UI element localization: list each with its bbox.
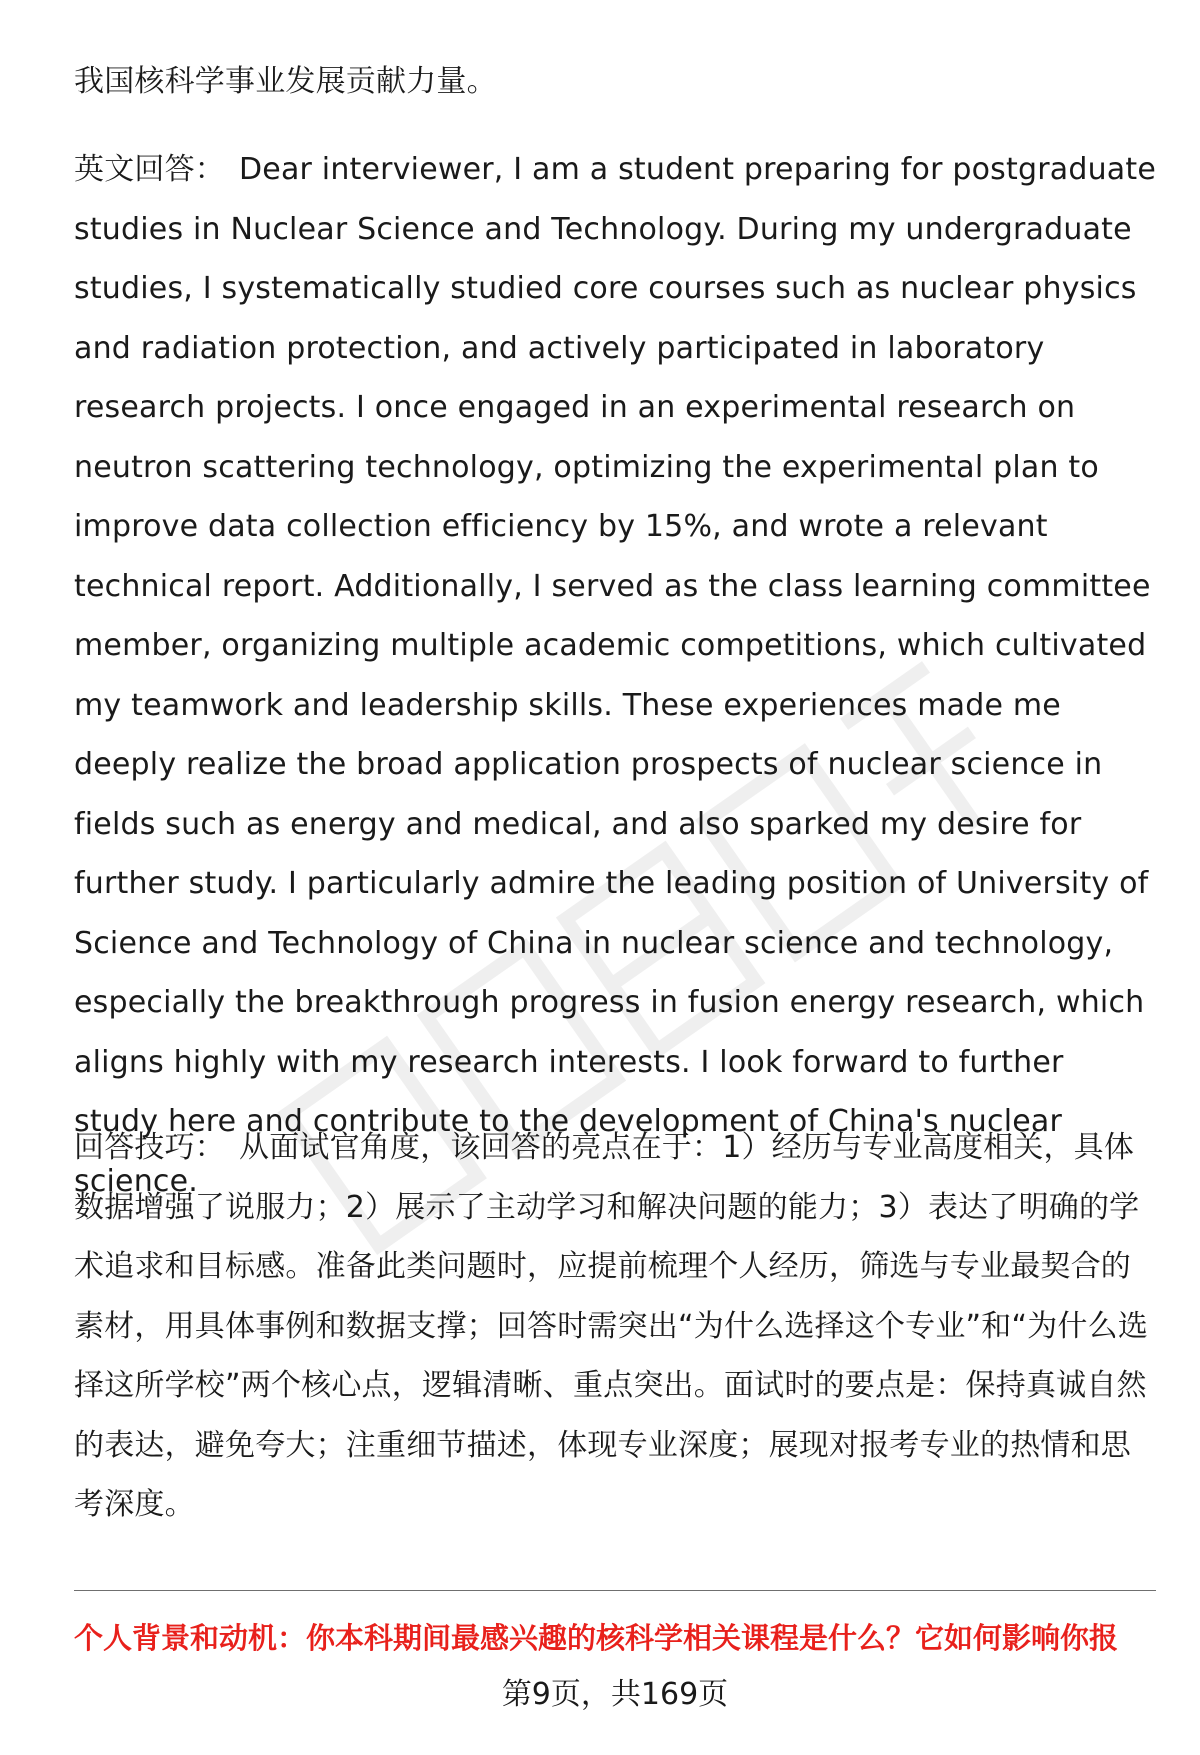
english-answer-label: 英文回答： <box>74 152 225 187</box>
answer-tips-text: 从面试官角度，该回答的亮点在于：1）经历与专业高度相关，具体数据增强了说服力；2）展示了主动学习和解决问题的能力；3）表达了明确的学术追求和目标感。准备此类问题时，应提前梳理个人经历，筛选与专业最契合的素材，用具体事例和数据支撑；回答时需突出“为什么选择这个专业”和“为什么选择这所学校”两个核心点，逻辑清晰、重点突出。面试时的要点是：保持真诚自然的表达，避免夸大；注重细节描述，体现专业深度；展现对报考专业的热情和思考深度。 <box>74 1130 1149 1522</box>
answer-tips-label: 回答技巧： <box>74 1130 225 1165</box>
english-answer-text: Dear interviewer, I am a student preparing for postgraduate studies in Nuclear Science and Technology. During my undergraduate studies, I systematically studied core courses such as nuclear physics and radiation protection, and actively participated in laboratory research projects. I once engaged in an experimental research on neutron scattering technology, optimizing the experimental plan to improve data collection efficiency by 15%, and wrote a relevant technical report. Additionally, I served as the class learning committee member, organizing multiple academic competitions, which cultivated my teamwork and leadership skills. These experiences made me deeply realize the broad application prospects of nuclear science in fields such as energy and medical, and also sparked my desire for further study. I particularly admire the leading position of University of Science and Technology of China in nuclear science and technology, especially the breakthrough progress in fusion energy research, which aligns highly with my research interests. I look forward to further study here and contribute to the development of China's nuclear science. <box>74 152 1156 1199</box>
intro-paragraph: 我国核科学事业发展贡献力量。 <box>74 64 497 99</box>
document-page <box>74 0 1156 1755</box>
english-answer-paragraph <box>74 140 1156 1211</box>
page-number: 第9页，共169页 <box>501 1677 729 1712</box>
next-question-heading: 个人背景和动机：你本科期间最感兴趣的核科学相关课程是什么？它如何影响你报 <box>74 1621 1119 1655</box>
answer-tips-paragraph <box>74 1118 1156 1535</box>
section-divider <box>74 1590 1156 1591</box>
